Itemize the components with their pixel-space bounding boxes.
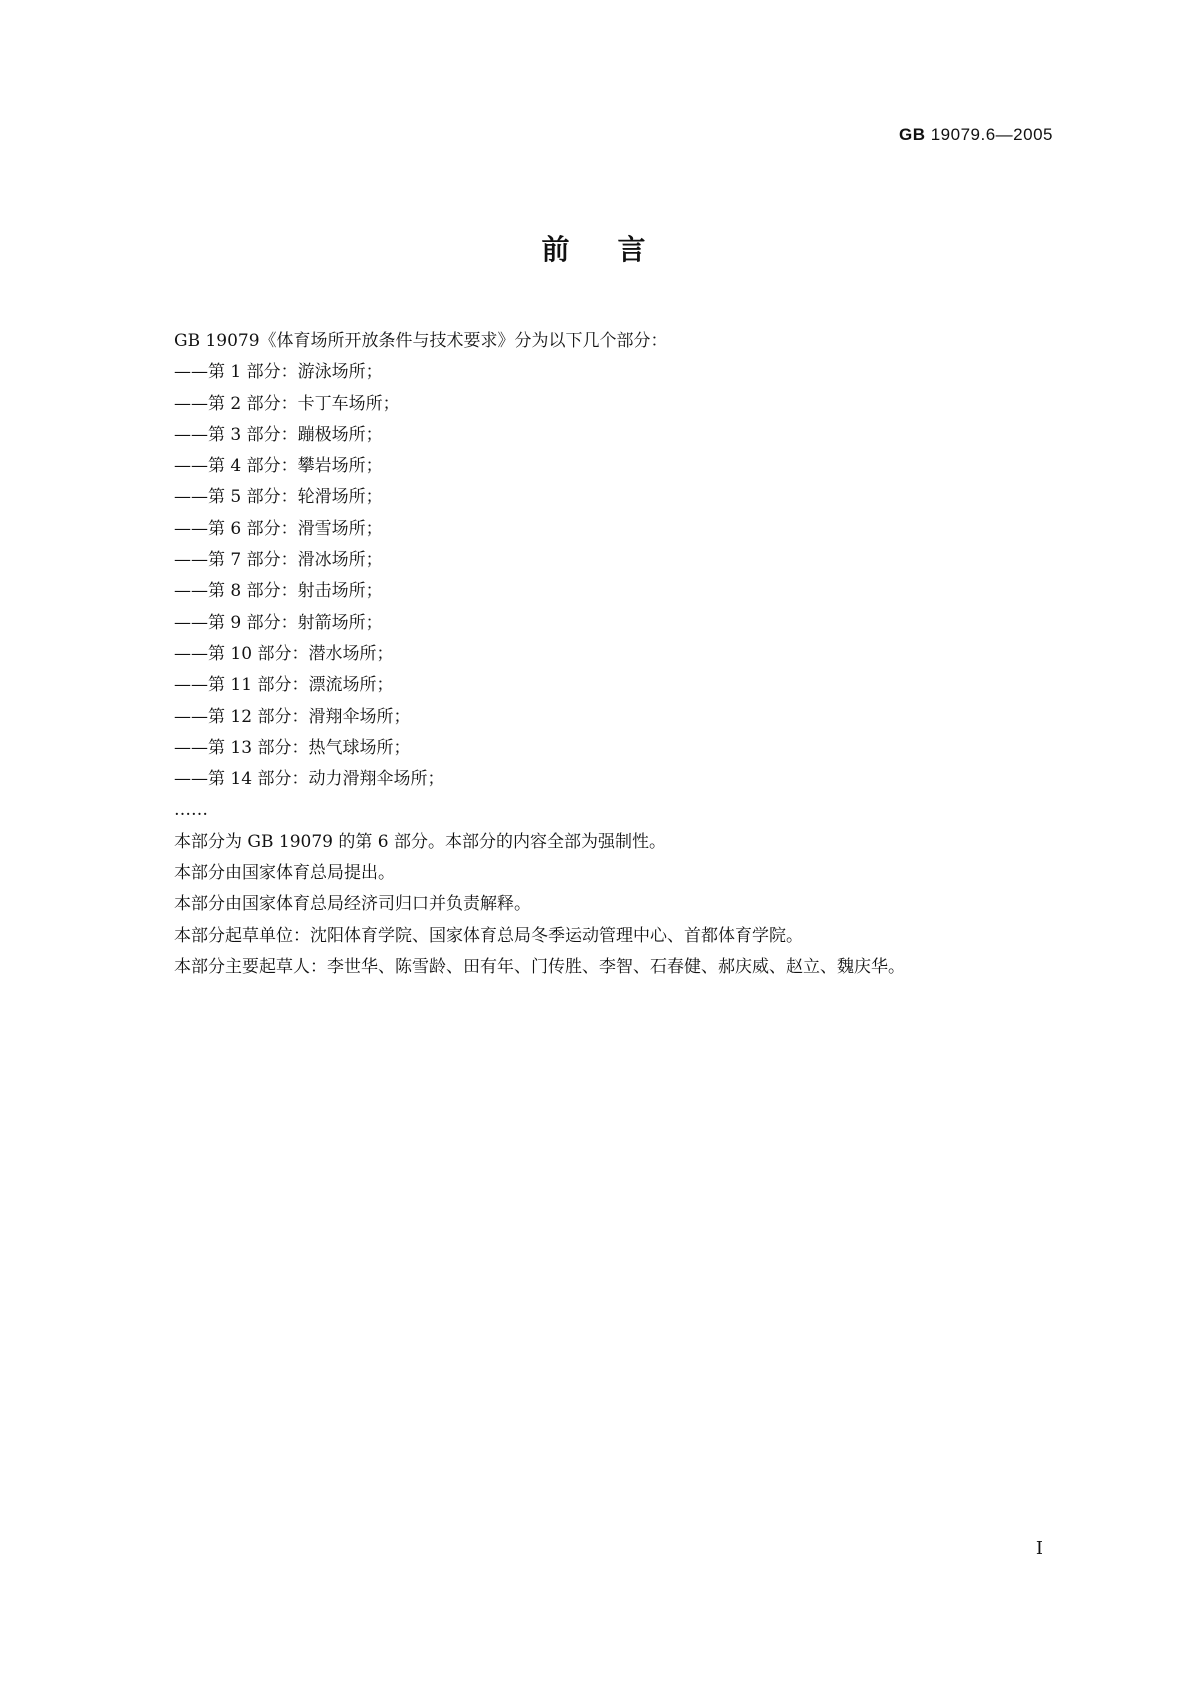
list-item: ——第 13 部分：热气球场所； <box>174 737 411 758</box>
statement-paragraph: 本部分为 GB 19079 的第 6 部分。本部分的内容全部为强制性。 <box>174 831 666 852</box>
page-number: I <box>1035 1538 1043 1559</box>
list-item: ——第 6 部分：滑雪场所； <box>174 518 383 539</box>
list-item: ——第 1 部分：游泳场所； <box>174 362 383 383</box>
list-item: ——第 12 部分：滑翔伞场所； <box>174 706 411 727</box>
page-title <box>0 228 1191 268</box>
list-item: ——第 9 部分：射箭场所； <box>174 612 383 633</box>
title-char-2: 言 <box>617 233 650 266</box>
standard-number <box>899 125 1053 145</box>
list-item: ——第 4 部分：攀岩场所； <box>174 456 383 477</box>
list-item: ——第 7 部分：滑冰场所； <box>174 550 383 571</box>
list-item: ——第 11 部分：漂流场所； <box>174 675 394 696</box>
list-item: ——第 10 部分：潜水场所； <box>174 643 394 664</box>
list-item: ——第 5 部分：轮滑场所； <box>174 487 383 508</box>
list-item: ——第 2 部分：卡丁车场所； <box>174 393 400 414</box>
list-item: ——第 14 部分：动力滑翔伞场所； <box>174 769 445 790</box>
title-char-1: 前 <box>541 233 574 266</box>
standard-prefix: GB <box>898 125 926 144</box>
foreword-body <box>174 326 1054 983</box>
standard-code: 19079.6—2005 <box>930 125 1053 144</box>
statement-paragraph: 本部分起草单位：沈阳体育学院、国家体育总局冬季运动管理中心、首都体育学院。 <box>174 925 803 946</box>
statement-paragraph: 本部分由国家体育总局经济司归口并负责解释。 <box>174 894 531 915</box>
statement-paragraph: 本部分由国家体育总局提出。 <box>174 863 395 884</box>
list-item: ——第 8 部分：射击场所； <box>174 581 383 602</box>
ellipsis: …… <box>174 800 208 821</box>
list-item: ——第 3 部分：蹦极场所； <box>174 424 383 445</box>
intro-paragraph: GB 19079《体育场所开放条件与技术要求》分为以下几个部分： <box>174 331 668 351</box>
statement-paragraph: 本部分主要起草人：李世华、陈雪龄、田有年、门传胜、李智、石春健、郝庆威、赵立、魏庆华。 <box>174 956 905 977</box>
